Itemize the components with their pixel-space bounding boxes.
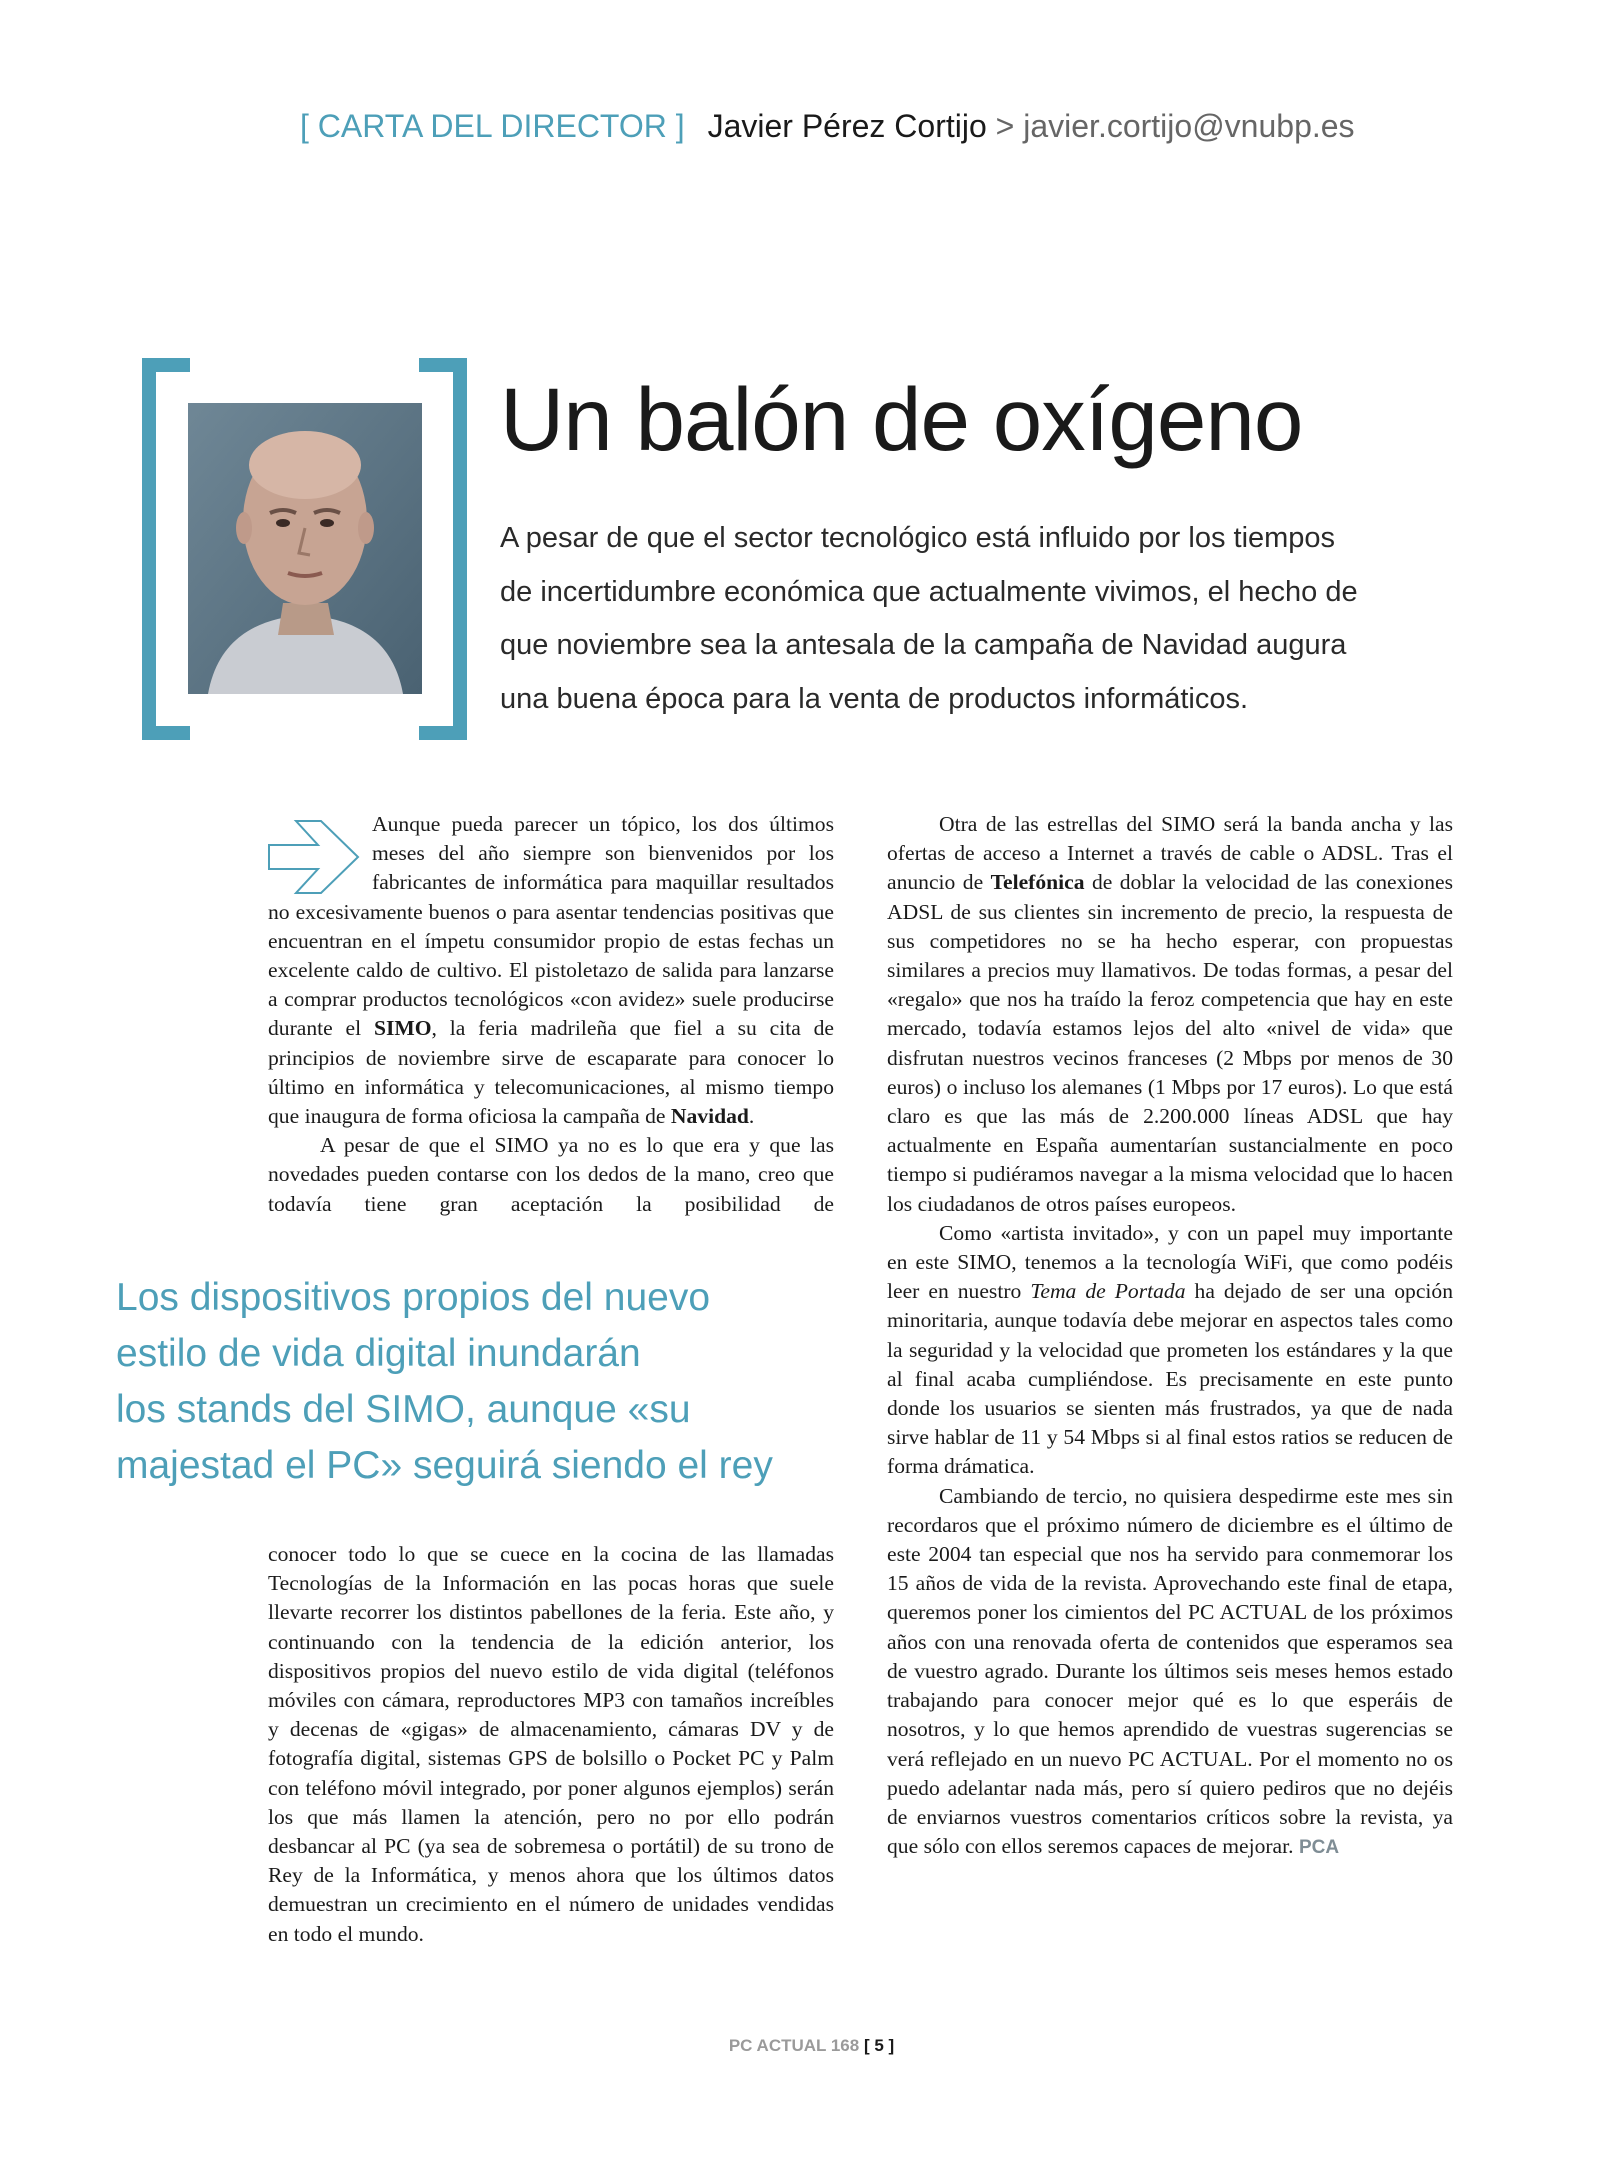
bold-term: Telefónica	[990, 870, 1085, 895]
bold-term: Navidad	[670, 1104, 749, 1129]
text-segment: Como «artista invitado», y con un papel muy importante en este SIMO, tenemos a la tecnología WiFi, que como podéis leer en nuestro	[887, 1220, 1453, 1304]
author-email[interactable]: javier.cortijo@vnubp.es	[1023, 108, 1355, 144]
text-segment: Aunque pueda parecer un tópico, los dos últimos meses del año siempre son bienvenidos por los fabricantes de informática para maquillar resultados no excesivamente buenos o para asentar tendencias positivas que encuentran en el ímpetu consumidor propio de estas fechas un excelente caldo de cultivo. El pistoletazo de salida para lanzarse a comprar productos tecnológicos «con avidez» suele producirse durante el	[268, 812, 834, 1041]
author-name: Javier Pérez Cortijo	[707, 108, 987, 144]
left-column-top	[268, 810, 834, 1219]
text-segment: de doblar la velocidad de las conexiones ADSL de sus clientes sin incremento de precio, la respuesta de sus competidores no se ha hecho esperar, con propuestas similares a precios muy llamativos. De todas formas, a pesar del «regalo» que nos ha traído la feroz competencia que hay en este mercado, todavía estamos lejos del alto «nivel de vida» que disfrutan nuestros vecinos franceses (2 Mbps por menos de 30 euros) o incluso los alemanes (1 Mbps por 17 euros). Lo que está claro es que las más de 2.200.000 líneas ADSL que hay actualmente en España aumentarían sustancialmente en poco tiempo si pudiéramos navegar a la misma velocidad que lo hacen los ciudadanos de otros países europeos.	[887, 870, 1453, 1216]
arrow-right-icon	[266, 818, 364, 896]
page-number: [ 5 ]	[863, 2036, 895, 2055]
italic-term: Tema de Portada	[1030, 1279, 1186, 1304]
left-bracket-decoration	[142, 358, 190, 740]
section-label: [ CARTA DEL DIRECTOR ]	[300, 108, 685, 144]
deck-line: que noviembre sea la antesala de la campaña de Navidad augura	[500, 629, 1347, 661]
header-separator: >	[995, 108, 1015, 144]
signature: PCA	[1298, 1837, 1340, 1859]
deck-line: de incertidumbre económica que actualmente vivimos, el hecho de	[500, 575, 1358, 608]
pull-quote	[116, 1270, 773, 1494]
right-column	[887, 810, 1453, 1862]
publication-issue: PC ACTUAL 168	[728, 2036, 860, 2055]
pull-quote-line: majestad el PC» seguirá siendo el rey	[116, 1444, 773, 1487]
article-title: Un balón de oxígeno	[500, 369, 1303, 469]
article-deck	[500, 512, 1460, 726]
paragraph	[268, 810, 834, 1131]
deck-line: una buena época para la venta de productos informáticos.	[500, 682, 1249, 715]
pull-quote-line: los stands del SIMO, aunque «su	[116, 1388, 691, 1431]
text-segment: ha dejado de ser una opción minoritaria, aunque todavía debe mejorar en aspectos tales como la seguridad y la velocidad que prometen los estándares y la que al final acaba cumpliéndose. Es precisamente en este punto donde los usuarios se sienten más frustrados, ya que de nada sirve hablar de 11 y 54 Mbps si al final estos ratios se reducen de forma drámatica.	[887, 1279, 1453, 1479]
paragraph: A pesar de que el SIMO ya no es lo que era y que las novedades pueden contarse con los dedos de la mano, creo que todavía tiene gran aceptación la posibilidad de	[268, 1133, 834, 1216]
left-column-bottom	[268, 1540, 834, 1949]
section-header	[300, 108, 1355, 145]
text-segment: Otra de las estrellas del SIMO será la banda ancha y las ofertas de acceso a Internet a través de cable o ADSL. Tras el anuncio de	[887, 812, 1453, 895]
paragraph	[887, 810, 1453, 1219]
page-footer	[0, 2036, 1623, 2056]
bold-term: SIMO	[373, 1016, 432, 1041]
text-segment: , la feria madrileña que fiel a su cita de principios de noviembre sirve de escaparate para conocer lo último en informática y telecomunicaciones, al mismo tiempo que inaugura de forma oficiosa la campaña de	[268, 1016, 834, 1129]
paragraph	[887, 1219, 1453, 1482]
deck-line: A pesar de que el sector tecnológico está influido por los tiempos	[500, 522, 1336, 554]
author-photo	[188, 403, 422, 694]
text-segment: Cambiando de tercio, no quisiera despedirme este mes sin recordaros que el próximo número de diciembre es el último de este 2004 tan especial que nos ha servido para conmemorar los 15 años de vida de la revista. Aprovechando este final de etapa, queremos poner los cimientos del PC ACTUAL de los próximos años con una renovada oferta de contenidos que esperamos sea de vuestro agrado. Durante los últimos seis meses hemos estado trabajando para conocer mejor qué es lo que esperáis de nosotros, y lo que hemos aprendido de vuestras sugerencias se verá reflejado en un nuevo PC ACTUAL. Por el momento no os puedo adelantar nada más, pero sí quiero pediros que no dejéis de enviarnos vuestros comentarios críticos sobre la revista, ya que sólo con ellos seremos capaces de mejorar.	[887, 1483, 1453, 1859]
right-bracket-decoration	[419, 358, 467, 740]
pull-quote-line: Los dispositivos propios del nuevo	[116, 1276, 711, 1319]
paragraph	[887, 1482, 1453, 1863]
pull-quote-line: estilo de vida digital inundarán	[116, 1332, 641, 1375]
paragraph: conocer todo lo que se cuece en la cocina de las llamadas Tecnologías de la Información en las pocas horas que suele llevarte recorrer los distintos pabellones de la feria. Este año, y continuando con la tendencia de la edición anterior, los dispositivos propios del nuevo estilo de vida digital (teléfonos móviles con cámara, reproductores MP3 con tamaños increíbles y decenas de «gigas» de almacenamiento, cámaras DV y de fotografía digital, sistemas GPS de bolsillo o Pocket PC y Palm con teléfono móvil integrado, por poner algunos ejemplos) serán los que más llamen la atención, pero no por ello podrán desbancar al PC (ya sea de sobremesa o portátil) de su trono de Rey de la Informática, y menos ahora que los últimos datos demuestran un crecimiento en el número de unidades vendidas en todo el mundo.	[268, 1542, 834, 1946]
text-segment: .	[748, 1104, 755, 1129]
